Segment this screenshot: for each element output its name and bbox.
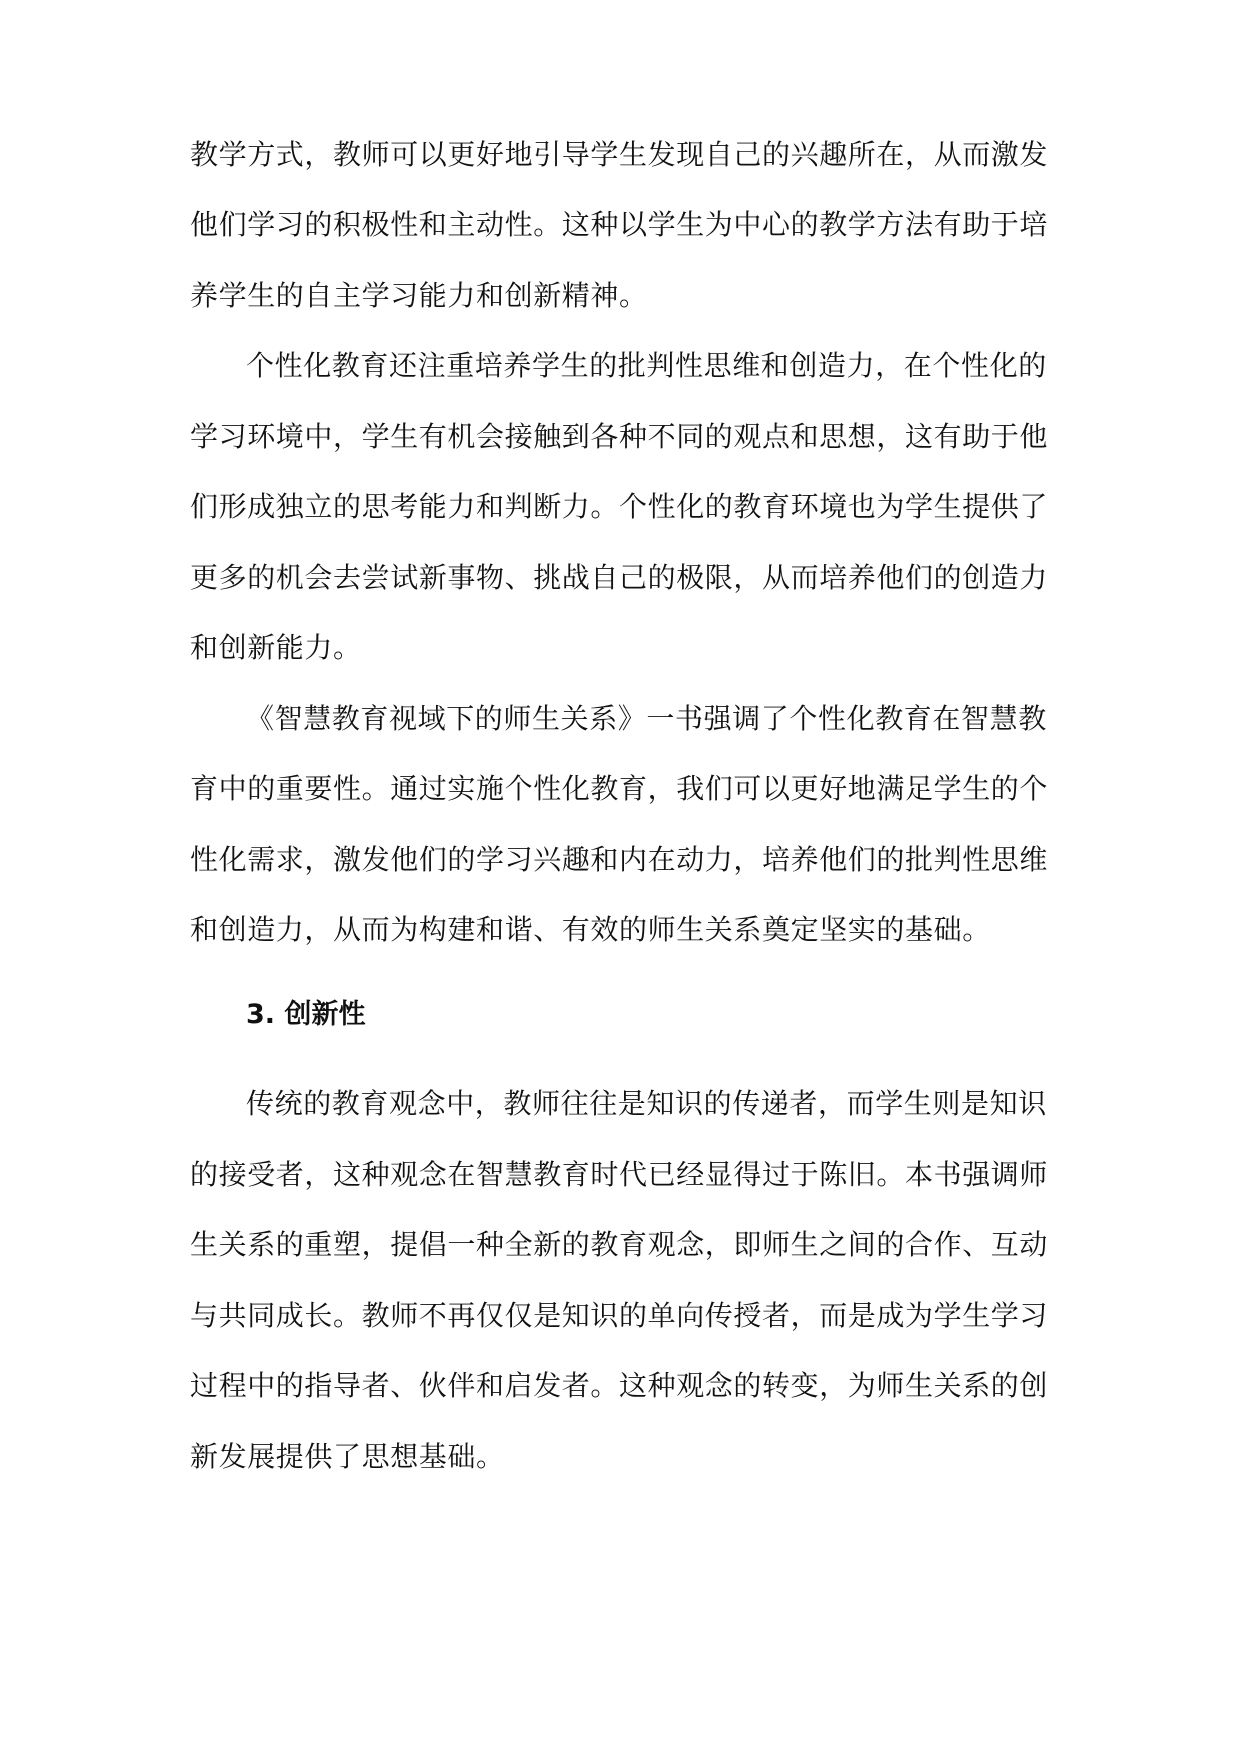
paragraph-line: 更多的机会去尝试新事物、挑战自己的极限，从而培养他们的创造力 [190,561,1049,594]
paragraph-line: 和创造力，从而为构建和谐、有效的师生关系奠定坚实的基础。 [190,913,991,946]
paragraph-line: 个性化教育还注重培养学生的批判性思维和创造力，在个性化的 [246,349,1047,382]
paragraph-line: 性化需求，激发他们的学习兴趣和内在动力，培养他们的批判性思维 [190,843,1049,876]
paragraph-line: 过程中的指导者、伙伴和启发者。这种观念的转变，为师生关系的创 [190,1369,1049,1402]
paragraph-line: 教学方式，教师可以更好地引导学生发现自己的兴趣所在，从而激发 [190,138,1049,171]
paragraph-line: 们形成独立的思考能力和判断力。个性化的教育环境也为学生提供了 [190,490,1049,523]
paragraph-line: 的接受者，这种观念在智慧教育时代已经显得过于陈旧。本书强调师 [190,1158,1049,1191]
paragraph-line: 《智慧教育视域下的师生关系》一书强调了个性化教育在智慧教 [246,702,1047,735]
section-heading: 3. 创新性 [246,999,366,1030]
paragraph-line: 生关系的重塑，提倡一种全新的教育观念，即师生之间的合作、互动 [190,1228,1049,1261]
paragraph-line: 传统的教育观念中，教师往往是知识的传递者，而学生则是知识 [246,1087,1047,1120]
paragraph-line: 他们学习的积极性和主动性。这种以学生为中心的教学方法有助于培 [190,208,1049,241]
paragraph-line: 与共同成长。教师不再仅仅是知识的单向传授者，而是成为学生学习 [190,1299,1049,1332]
paragraph-line: 和创新能力。 [190,631,362,664]
paragraph-line: 育中的重要性。通过实施个性化教育，我们可以更好地满足学生的个 [190,772,1049,805]
paragraph-line: 新发展提供了思想基础。 [190,1440,505,1473]
paragraph-line: 学习环境中，学生有机会接触到各种不同的观点和思想，这有助于他 [190,420,1049,453]
paragraph-line: 养学生的自主学习能力和创新精神。 [190,279,648,312]
